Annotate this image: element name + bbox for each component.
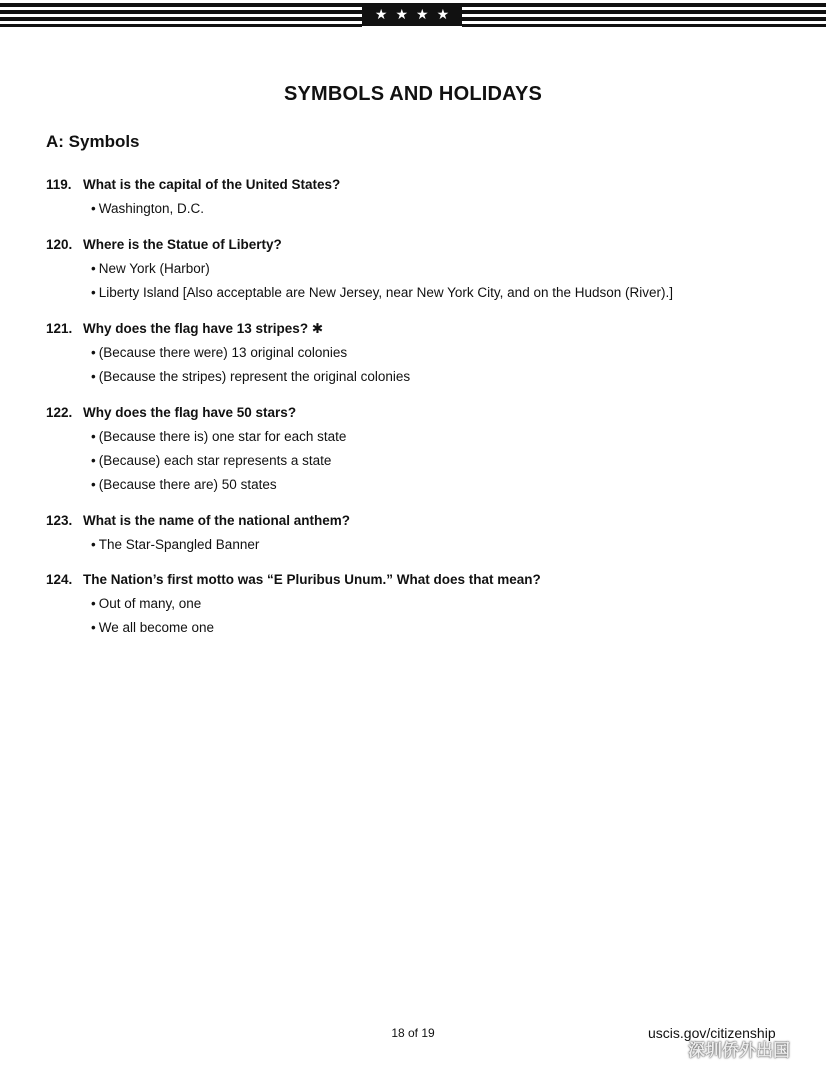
star-icon: ★ [395,6,408,22]
question-119 [46,173,340,221]
question-text: What is the capital of the United States? [83,177,341,192]
page-title: SYMBOLS AND HOLIDAYS [283,83,543,105]
answer-item: • (Because there were) 13 original colonies [91,341,410,365]
answer-list [46,257,673,305]
answer-list [46,425,346,497]
section-title: A: Symbols [46,132,140,151]
answer-list [46,533,350,557]
question-text: Where is the Statue of Liberty? [83,237,282,252]
header-band [0,0,826,30]
question-heading [46,317,410,341]
answer-list [46,197,340,221]
header-stars [362,3,462,26]
question-heading [46,401,346,425]
watermark: 深圳侨外出国 [688,1041,790,1060]
question-heading [46,509,350,533]
answer-item: • (Because) each star represents a state [91,449,346,473]
question-text: Why does the flag have 13 stripes? ✱ [83,321,324,336]
header-stripe [0,24,362,27]
header-stripe [462,24,826,27]
header-stripe [0,10,362,14]
answer-item: • (Because there are) 50 states [91,473,346,497]
question-number: 124. [46,572,73,587]
question-text: The Nation’s first motto was “E Pluribus Unum.” What does that mean? [83,572,541,587]
question-124 [46,568,541,640]
answer-list [46,341,410,389]
header-stripe [462,10,826,14]
answer-item: • The Star-Spangled Banner [91,533,350,557]
answer-list [46,592,541,640]
question-number: 120. [46,237,73,252]
answer-item: • New York (Harbor) [91,257,673,281]
question-121 [46,317,410,389]
question-text: Why does the flag have 50 stars? [83,405,297,420]
header-stripe [0,17,362,21]
header-stripe [462,17,826,21]
question-120 [46,233,673,305]
question-number: 123. [46,513,73,528]
question-heading [46,233,673,257]
answer-item: • Out of many, one [91,592,541,616]
answer-item: • (Because the stripes) represent the original colonies [91,365,410,389]
footer-url[interactable]: uscis.gov/citizenship [648,1025,776,1041]
star-icon: ★ [416,6,429,22]
answer-item: • Washington, D.C. [91,197,340,221]
star-icon: ★ [374,6,388,22]
question-number: 122. [46,405,73,420]
answer-item: • (Because there is) one star for each state [91,425,346,449]
answer-item: • Liberty Island [Also acceptable are New Jersey, near New York City, and on the Hudson (River).] [91,281,673,305]
page-number: 18 of 19 [391,1026,435,1040]
question-123 [46,509,350,557]
question-122 [46,401,346,497]
question-heading [46,568,541,592]
question-number: 121. [46,321,73,336]
header-stripe [462,3,826,7]
star-icon: ★ [436,6,450,22]
header-stripe [0,3,362,7]
question-text: What is the name of the national anthem? [83,513,351,528]
question-heading [46,173,340,197]
question-number: 119. [46,177,72,192]
answer-item: • We all become one [91,616,541,640]
